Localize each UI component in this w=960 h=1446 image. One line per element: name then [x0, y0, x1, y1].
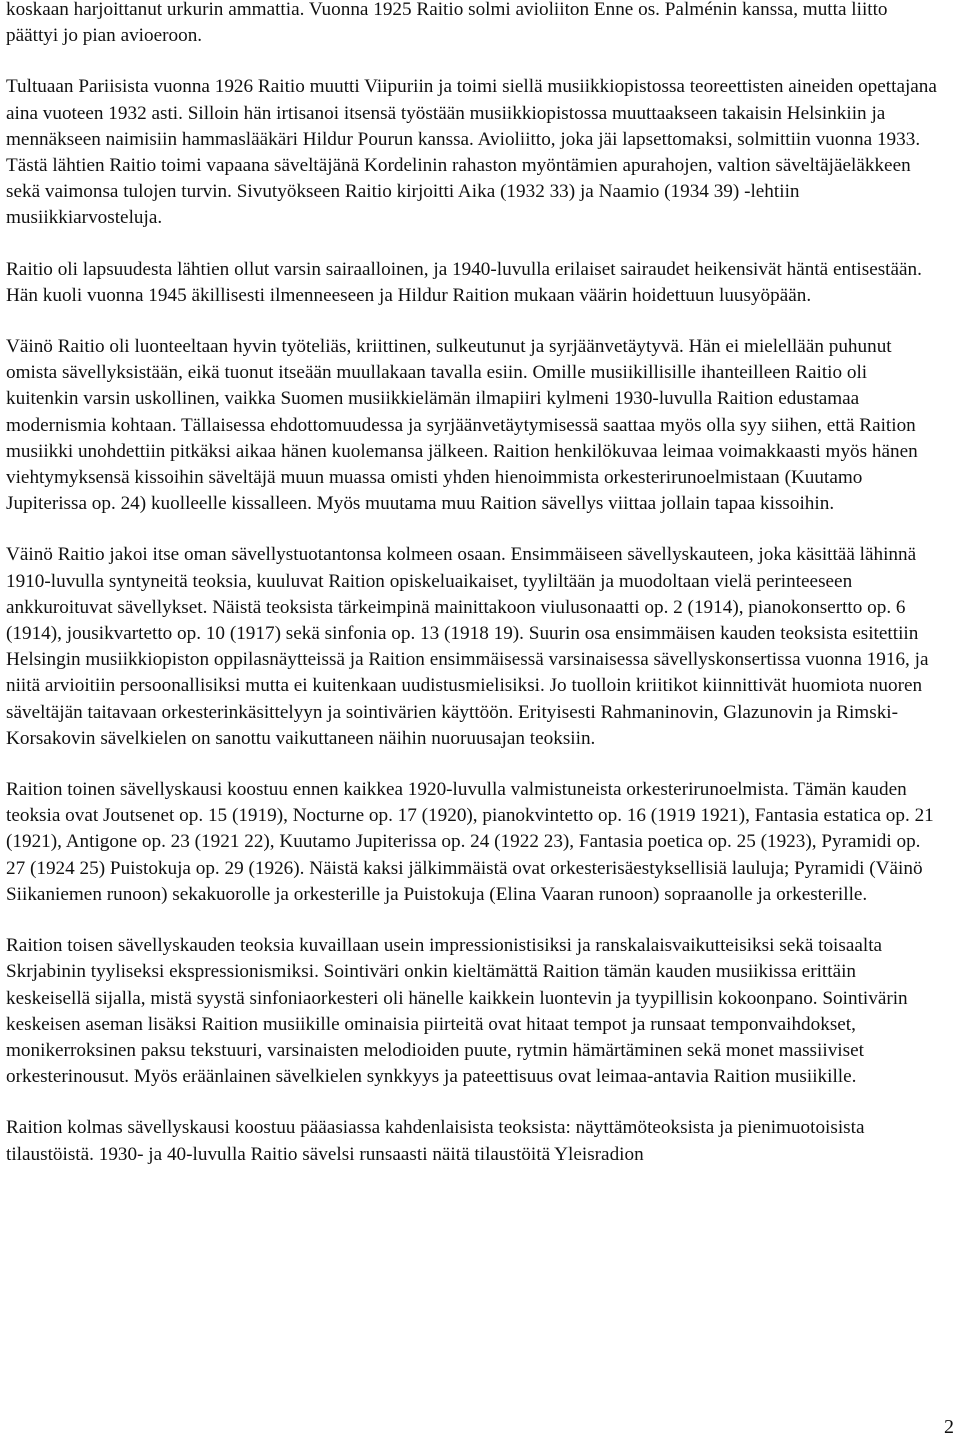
- paragraph-viipuri-years: Tultuaan Pariisista vuonna 1926 Raitio muutti Viipuriin ja toimi siellä musiikkiopistossa teoreettisten aineiden opettajana aina vuoteen 1932 asti. Silloin hän irtisanoi itsensä työstään musiikkiopistossa muuttaakseen takaisin Helsinkiin ja mennäkseen naimisiin hammaslääkäri Hildur Pourun kanssa. Avioliitto, joka jäi lapsettomaksi, solmittiin vuonna 1933. Tästä lähtien Raitio toimi vapaana säveltäjänä Kordelinin rahaston myöntämien apurahojen, valtion säveltäjäeläkkeen sekä vaimonsa tulojen turvin. Sivutyökseen Raitio kirjoitti Aika (1932 33) ja Naamio (1934 39) -lehtiin musiikkiarvosteluja.: [6, 76, 937, 229]
- paragraph-personality: Väinö Raitio oli luonteeltaan hyvin työteliäs, kriittinen, sulkeutunut ja syrjäänvetäytyvä. Hän ei mielellään puhunut omista sävellyksistään, eikä tuonut itseään muullakaan tavalla esiin. Omille musiikillisille ihanteilleen Raitio oli kuitenkin varsin uskollinen, vaikka Suomen musiikkielämän ilmapiiri kylmeni 1930-luvulla Raition edustamaa modernismia kohtaan. Tällaisessa ehdottomuudessa ja syrjäänvetäytymisessä saattaa myös olla syy siihen, että Raition musiikki unohdettiin pitkäksi aikaa hänen kuolemansa jälkeen. Raition henkilökuvaa leimaa voimakkaasti myös hänen viehtymyksensä kissoihin säveltäjä muun muassa omisti yhden hienoimmista orkesterirunoelmistaan (Kuutamo Jupiterissa op. 24) kuolleelle kissalleen. Myös muutama muu Raition sävellys viittaa jollain tapaa kissoihin.: [6, 336, 918, 515]
- document-body: [6, 0, 944, 1193]
- paragraph-second-period-style: Raition toisen sävellyskauden teoksia kuvaillaan usein impressionistisiksi ja ranskalaisvaikutteisiksi sekä toisaalta Skrjabinin tyyliseksi ekspressionismiksi. Sointiväri onkin kieltämättä Raition tämän kauden musiikissa erittäin keskeisellä sijalla, mistä syystä sinfoniaorkesteri oli hänelle kaikkein luontevin ja tyypillisin kokoonpano. Sointivärin keskeisen aseman lisäksi Raition musiikille ominaisia piirteitä ovat hitaat tempot ja runsaat temponvaihdokset, monikerroksinen paksu tekstuuri, varsinaisten melodioiden puute, rytmin hämärtäminen sekä monet massiiviset orkesterinousut. Myös eräänlainen sävelkielen synkkyys ja pateettisuus ovat leimaa-antavia Raition musiikille.: [6, 935, 908, 1088]
- paragraph-first-period: Väinö Raitio jakoi itse oman sävellystuotantonsa kolmeen osaan. Ensimmäiseen sävellyskauteen, joka käsittää lähinnä 1910-luvulla syntyneitä teoksia, kuuluvat Raition opiskeluaikaiset, tyyliltään ja muodoltaan vielä perinteeseen ankkuroituvat sävellykset. Näistä teoksista tärkeimpinä mainittakoon viulusonaatti op. 2 (1914), pianokonsertto op. 6 (1914), jousikvartetto op. 10 (1917) sekä sinfonia op. 13 (1918 19). Suurin osa ensimmäisen kauden teoksista esitettiin Helsingin musiikkiopiston oppilasnäytteissä ja Raition ensimmäisessä varsinaisessa sävellyskonsertissa vuonna 1916, ja niitä arvioitiin persoonallisiksi mutta ei kuitenkaan uudistusmielisiksi. Jo tuolloin kriitikot kiinnittivät huomiota nuoren säveltäjän taitavaan orkesterinkäsittelyyn ja sointivärien käyttöön. Erityisesti Rahmaninovin, Glazunovin ja Rimski-Korsakovin sävelkielen on sanottu vaikuttaneen näihin nuoruusajan teoksiin.: [6, 544, 929, 749]
- paragraph-second-period: Raition toinen sävellyskausi koostuu ennen kaikkea 1920-luvulla valmistuneista orkesterirunoelmista. Tämän kauden teoksia ovat Joutsenet op. 15 (1919), Nocturne op. 17 (1920), pianokvintetto op. 16 (1919 1921), Fantasia estatica op. 21 (1921), Antigone op. 23 (1921 22), Kuutamo Jupiterissa op. 24 (1922 23), Fantasia poetica op. 25 (1923), Pyramidi op. 27 (1924 25) Puistokuja op. 29 (1926). Näistä kaksi jälkimmäistä ovat orkesterisäestyksellisiä lauluja; Pyramidi (Väinö Siikaniemen runoon) sekakuorolle ja orkesterille ja Puistokuja (Elina Vaaran runoon) sopraanolle ja orkesterille.: [6, 779, 934, 905]
- paragraph-illness-death: Raitio oli lapsuudesta lähtien ollut varsin sairaalloinen, ja 1940-luvulla erilaiset sairaudet heikensivät häntä entisestään. Hän kuoli vuonna 1945 äkillisesti ilmenneeseen ja Hildur Raition mukaan väärin hoidettuun luusyöpään.: [6, 258, 922, 306]
- paragraph-third-period: Raition kolmas sävellyskausi koostuu pääasiassa kahdenlaisista teoksista: näyttämöteoksista ja pienimuotoisista tilaustöistä. 1930- ja 40-luvulla Raitio sävelsi runsaasti näitä tilaustöitä Yleisradion: [6, 1117, 865, 1165]
- paragraph-marriage-divorce: koskaan harjoittanut urkurin ammattia. Vuonna 1925 Raitio solmi avioliiton Enne os. Palménin kanssa, mutta liitto päättyi jo pian avioeroon.: [6, 0, 888, 47]
- page-number: 2: [944, 1416, 954, 1438]
